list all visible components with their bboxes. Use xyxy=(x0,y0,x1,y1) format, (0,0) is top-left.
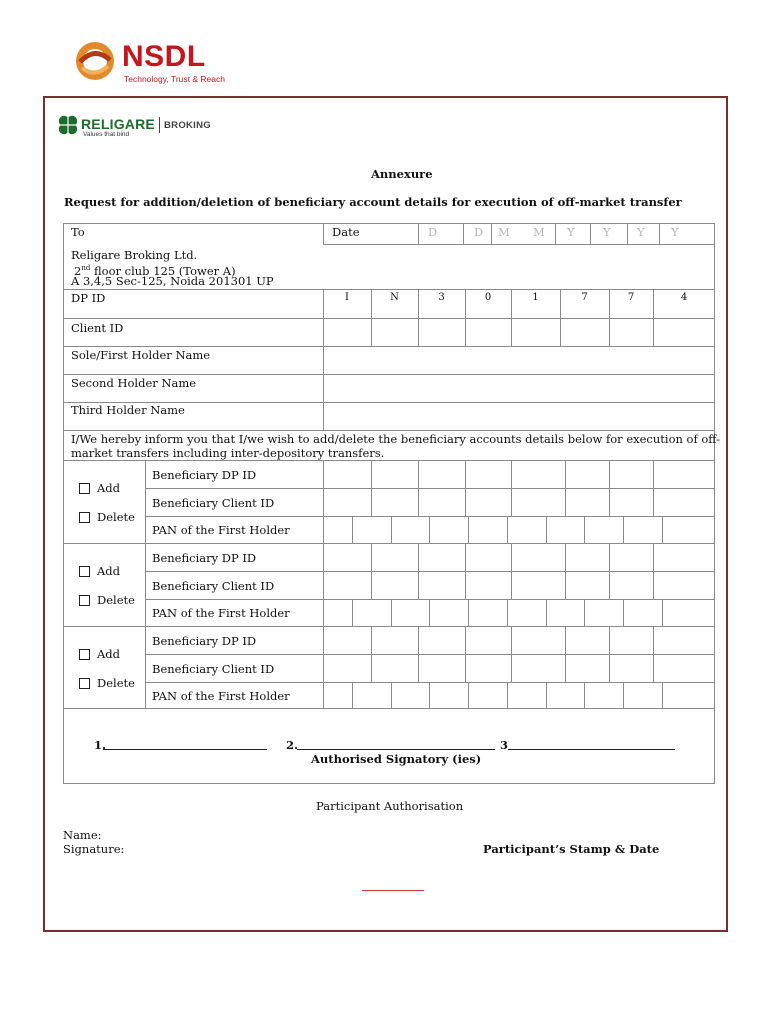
add-label: Add xyxy=(97,647,121,661)
dp-id-char: 1 xyxy=(532,292,539,303)
beneficiary-dp-id-label: Beneficiary DP ID xyxy=(152,551,257,565)
delete-checkbox[interactable] xyxy=(79,678,90,689)
page-subtitle: Request for addition/deletion of beneficiary account details for execution of off-market transfer xyxy=(64,195,682,209)
signatory-2-label: 2. xyxy=(286,738,299,752)
delete-label: Delete xyxy=(97,510,135,524)
date-label: Date xyxy=(332,225,360,239)
delete-label: Delete xyxy=(97,676,135,690)
authorised-signatory-caption: Authorised Signatory (ies) xyxy=(311,752,482,766)
dp-id-label: DP ID xyxy=(71,291,106,305)
delete-checkbox[interactable] xyxy=(79,512,90,523)
to-label: To xyxy=(71,225,85,239)
dp-id-char: N xyxy=(390,292,399,303)
second-holder-input[interactable] xyxy=(324,375,714,402)
dp-id-char: 3 xyxy=(438,292,445,303)
add-label: Add xyxy=(97,481,121,495)
participant-heading: Participant Authorisation xyxy=(316,799,464,813)
signatory-3-label: 3 xyxy=(500,738,509,752)
dp-id-char: 4 xyxy=(680,292,688,303)
religare-name: RELIGARE xyxy=(81,116,155,132)
declaration-line2: market transfers including inter-depository transfers. xyxy=(71,446,385,460)
first-holder-input[interactable] xyxy=(324,347,714,374)
nsdl-tagline: Technology, Trust & Reach xyxy=(124,74,225,84)
addressee-line3: A 3,4,5 Sec-125, Noida 201301 UP xyxy=(71,274,274,288)
date-month-1[interactable]: M xyxy=(498,225,510,239)
name-label: Name: xyxy=(63,828,102,842)
dp-id-char: 0 xyxy=(484,292,492,303)
beneficiary-client-id-label: Beneficiary Client ID xyxy=(152,579,275,593)
delete-checkbox[interactable] xyxy=(79,595,90,606)
date-year-1[interactable]: Y xyxy=(567,225,575,239)
pan-label: PAN of the First Holder xyxy=(152,606,290,620)
signature-label: Signature: xyxy=(63,842,125,856)
date-month-2[interactable]: M xyxy=(533,225,545,239)
addressee-line1: Religare Broking Ltd. xyxy=(71,248,198,262)
addressee-line2: 2nd floor club 125 (Tower A) xyxy=(74,263,236,278)
pan-label: PAN of the First Holder xyxy=(152,523,290,537)
date-year-3[interactable]: Y xyxy=(637,225,645,239)
signatory-1-label: 1. xyxy=(94,738,107,752)
beneficiary-client-id-label: Beneficiary Client ID xyxy=(152,496,275,510)
religare-tagline: Values that bind xyxy=(83,131,130,138)
beneficiary-client-id-label: Beneficiary Client ID xyxy=(152,662,275,676)
client-id-label: Client ID xyxy=(71,321,124,335)
page-title: Annexure xyxy=(371,167,433,181)
add-checkbox[interactable] xyxy=(79,649,90,660)
date-year-2[interactable]: Y xyxy=(603,225,611,239)
add-checkbox[interactable] xyxy=(79,483,90,494)
third-holder-input[interactable] xyxy=(324,403,714,430)
dp-id-char: 7 xyxy=(627,292,635,303)
nsdl-name: NSDL xyxy=(122,40,206,73)
date-day-1[interactable]: D xyxy=(428,225,438,239)
third-holder-label: Third Holder Name xyxy=(71,403,185,417)
religare-division: BROKING xyxy=(164,120,211,131)
add-checkbox[interactable] xyxy=(79,566,90,577)
pan-label: PAN of the First Holder xyxy=(152,689,290,703)
delete-label: Delete xyxy=(97,593,135,607)
beneficiary-dp-id-label: Beneficiary DP ID xyxy=(152,468,257,482)
declaration-line1: I/We hereby inform you that I/we wish to add/delete the beneficiary accounts details below for execution of off- xyxy=(71,432,720,446)
beneficiary-dp-id-label: Beneficiary DP ID xyxy=(152,634,257,648)
add-label: Add xyxy=(97,564,121,578)
second-holder-label: Second Holder Name xyxy=(71,376,197,390)
dp-id-char: I xyxy=(345,292,349,303)
date-year-4[interactable]: Y xyxy=(671,225,679,239)
first-holder-label: Sole/First Holder Name xyxy=(71,348,211,362)
stamp-date-label: Participant’s Stamp & Date xyxy=(483,842,660,856)
dp-id-char: 7 xyxy=(581,292,588,303)
date-day-2[interactable]: D xyxy=(474,225,484,239)
